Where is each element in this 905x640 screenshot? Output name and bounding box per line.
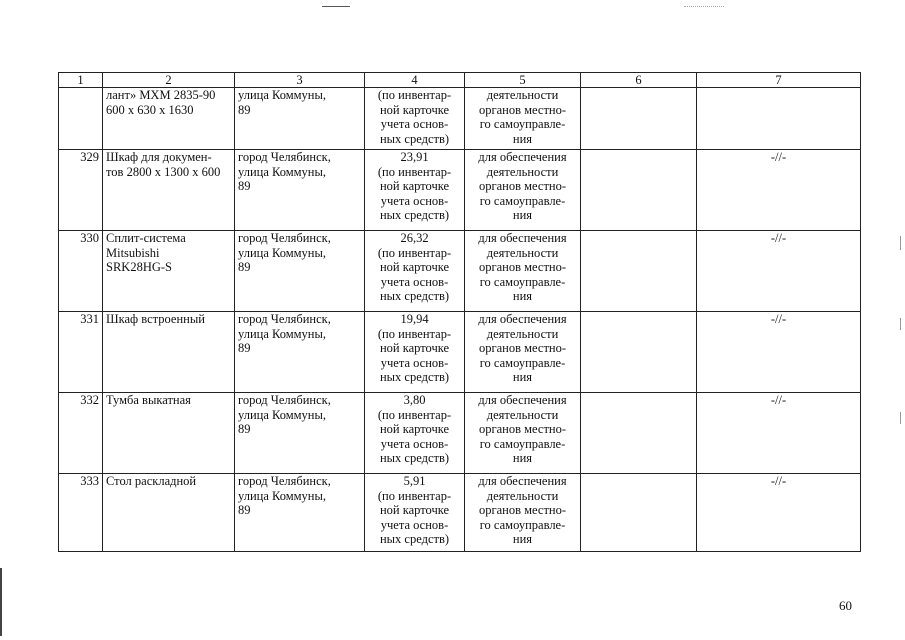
left-edge-mark [0, 568, 2, 636]
item-value: (по инвентар- ной карточке учета основ- ных средств) [365, 88, 465, 150]
item-value: 3,80 (по инвентар- ной карточке учета основ- ных средств) [365, 393, 465, 474]
item-purpose: для обеспечения деятельности органов местно- го самоуправле- ния [465, 393, 581, 474]
item-purpose: деятельности органов местно- го самоуправле- ния [465, 88, 581, 150]
property-table [58, 72, 861, 552]
item-purpose: для обеспечения деятельности органов местно- го самоуправле- ния [465, 312, 581, 393]
item-name: Стол раскладной [103, 474, 235, 552]
item-col7: -//- [697, 150, 861, 231]
column-header: 7 [697, 73, 861, 88]
item-col6 [581, 150, 697, 231]
table-row [59, 312, 861, 393]
page-number: 60 [839, 598, 852, 613]
table-row [59, 474, 861, 552]
item-col7: -//- [697, 312, 861, 393]
table-row [59, 231, 861, 312]
right-edge-mark [900, 318, 901, 330]
item-name: Шкаф для докумен- тов 2800 х 1300 х 600 [103, 150, 235, 231]
item-name: Тумба выкатная [103, 393, 235, 474]
item-value: 5,91 (по инвентар- ной карточке учета основ- ных средств) [365, 474, 465, 552]
item-number: 329 [59, 150, 103, 231]
column-header: 1 [59, 73, 103, 88]
column-header: 4 [365, 73, 465, 88]
item-value: 26,32 (по инвентар- ной карточке учета основ- ных средств) [365, 231, 465, 312]
item-number: 331 [59, 312, 103, 393]
item-col6 [581, 231, 697, 312]
table-row [59, 393, 861, 474]
item-value: 23,91 (по инвентар- ной карточке учета основ- ных средств) [365, 150, 465, 231]
item-name: Сплит-система Mitsubishi SRK28HG-S [103, 231, 235, 312]
item-value: 19,94 (по инвентар- ной карточке учета основ- ных средств) [365, 312, 465, 393]
item-number [59, 88, 103, 150]
item-col7: -//- [697, 474, 861, 552]
item-col7: -//- [697, 393, 861, 474]
item-col6 [581, 88, 697, 150]
column-header: 5 [465, 73, 581, 88]
right-edge-mark [900, 412, 901, 424]
right-edge-mark [900, 236, 901, 250]
column-header: 2 [103, 73, 235, 88]
item-address: улица Коммуны, 89 [235, 88, 365, 150]
item-number: 330 [59, 231, 103, 312]
column-header: 6 [581, 73, 697, 88]
table-row [59, 88, 861, 150]
item-address: город Челябинск, улица Коммуны, 89 [235, 150, 365, 231]
item-number: 333 [59, 474, 103, 552]
table-row [59, 150, 861, 231]
item-purpose: для обеспечения деятельности органов местно- го самоуправле- ния [465, 474, 581, 552]
item-purpose: для обеспечения деятельности органов местно- го самоуправле- ния [465, 231, 581, 312]
top-rule [322, 6, 350, 7]
item-purpose: для обеспечения деятельности органов местно- го самоуправле- ния [465, 150, 581, 231]
item-address: город Челябинск, улица Коммуны, 89 [235, 474, 365, 552]
column-header: 3 [235, 73, 365, 88]
item-col7: -//- [697, 231, 861, 312]
item-address: город Челябинск, улица Коммуны, 89 [235, 393, 365, 474]
item-address: город Челябинск, улица Коммуны, 89 [235, 231, 365, 312]
item-address: город Челябинск, улица Коммуны, 89 [235, 312, 365, 393]
header-row [59, 73, 861, 88]
item-name: лант» МХМ 2835-90 600 х 630 х 1630 [103, 88, 235, 150]
item-col7 [697, 88, 861, 150]
item-number: 332 [59, 393, 103, 474]
item-col6 [581, 312, 697, 393]
top-dash-mark [684, 6, 724, 7]
item-name: Шкаф встроенный [103, 312, 235, 393]
item-col6 [581, 474, 697, 552]
item-col6 [581, 393, 697, 474]
